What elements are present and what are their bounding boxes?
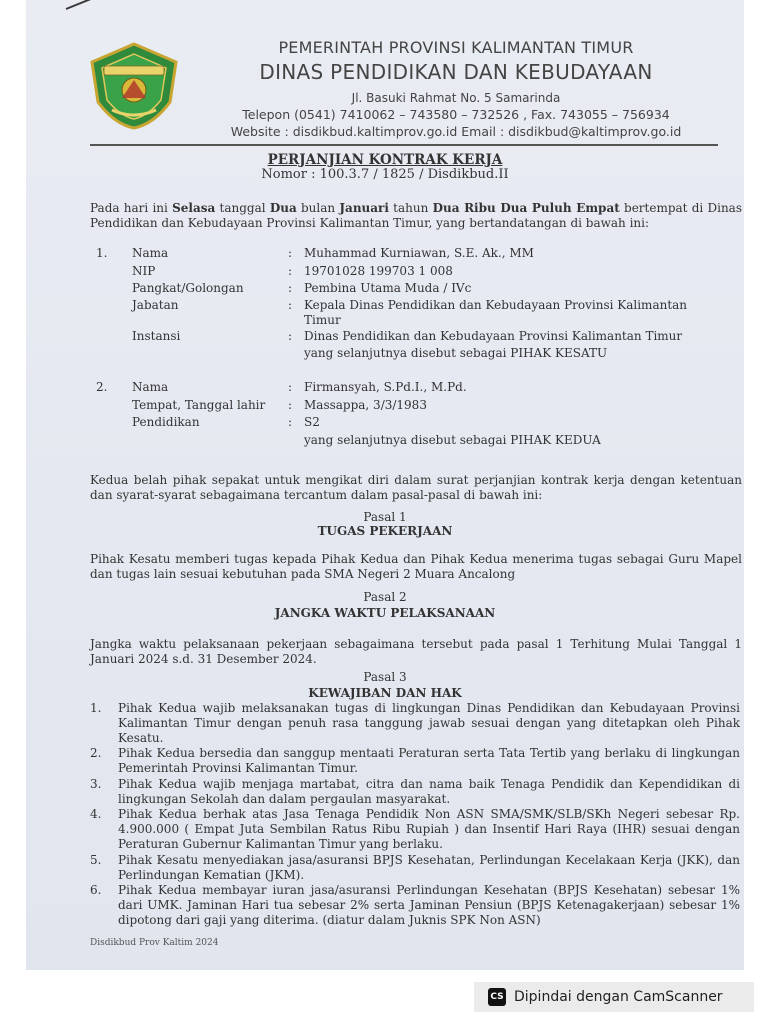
document-number: Nomor : 100.3.7 / 1825 / Disdikbud.II xyxy=(261,167,509,182)
paper-fold-mark xyxy=(66,0,104,10)
party1-nip-value: 19701028 199703 1 008 xyxy=(304,264,453,278)
camscanner-label: Dipindai dengan CamScanner xyxy=(514,989,723,1005)
colon: : xyxy=(288,246,293,260)
document-title: PERJANJIAN KONTRAK KERJA xyxy=(267,152,503,168)
party2-name-label: Nama xyxy=(132,380,169,394)
colon: : xyxy=(288,380,293,394)
pasal1-label: Pasal 1 xyxy=(363,510,407,524)
party1-name-value: Muhammad Kurniawan, S.E. Ak., MM xyxy=(304,246,534,260)
colon: : xyxy=(288,329,293,343)
colon: : xyxy=(288,281,293,295)
party2-education-label: Pendidikan xyxy=(132,415,200,429)
pasal2-text: Jangka waktu pelaksanaan pekerjaan sebagaimana tersebut pada pasal 1 Terhitung Mulai Tanggal 1 Januari 2024 s.d. 31 Desember 2024. xyxy=(90,637,742,666)
party1-number: 1. xyxy=(96,246,108,260)
pasal3-title: KEWAJIBAN DAN HAK xyxy=(308,686,462,700)
party2-number: 2. xyxy=(96,380,108,394)
party1-agency-value: Dinas Pendidikan dan Kebudayaan Provinsi Kalimantan Timur xyxy=(304,329,683,343)
pasal2-title: JANGKA WAKTU PELAKSANAAN xyxy=(274,606,496,620)
party1-nip-label: NIP xyxy=(132,264,156,278)
pasal1-text: Pihak Kesatu memberi tugas kepada Pihak Kedua dan Pihak Kedua menerima tugas sebagai Guru Mapel dan tugas lain sesuai kebutuhan pada SMA Negeri 2 Muara Ancalong xyxy=(90,552,742,581)
party1-rank-value: Pembina Utama Muda / IVc xyxy=(304,281,472,295)
party2-birth-label: Tempat, Tanggal lahir xyxy=(132,398,266,412)
pasal3-label: Pasal 3 xyxy=(363,670,407,684)
party1-closing: yang selanjutnya disebut sebagai PIHAK KESATU xyxy=(304,346,608,360)
party1-rank-label: Pangkat/Golongan xyxy=(132,281,244,295)
colon: : xyxy=(288,264,293,278)
letterhead-web: Website : disdikbud.kaltimprov.go.id Email : disdikbud@kaltimprov.go.id xyxy=(230,124,682,139)
party2-closing: yang selanjutnya disebut sebagai PIHAK KEDUA xyxy=(304,433,601,447)
letterhead-divider xyxy=(90,144,718,146)
letterhead-agency: DINAS PENDIDIKAN DAN KEBUDAYAAN xyxy=(259,60,653,84)
pasal2-label: Pasal 2 xyxy=(363,590,407,604)
party1-agency-label: Instansi xyxy=(132,329,181,343)
pasal1-title: TUGAS PEKERJAAN xyxy=(317,524,453,538)
party2-name-value: Firmansyah, S.Pd.I., M.Pd. xyxy=(304,380,467,394)
agreement-paragraph: Kedua belah pihak sepakat untuk mengikat diri dalam surat perjanjian kontrak kerja dengan ketentuan dan syarat-syarat sebagaimana tercantum dalam pasal-pasal di bawah ini: xyxy=(90,473,742,502)
colon: : xyxy=(288,398,293,412)
camscanner-icon: CS xyxy=(488,988,506,1006)
party2-education-value: S2 xyxy=(304,415,320,429)
camscanner-watermark xyxy=(474,982,754,1012)
document-footer: Disdikbud Prov Kaltim 2024 xyxy=(90,938,219,948)
party1-position-value: Kepala Dinas Pendidikan dan Kebudayaan Provinsi Kalimantan Timur xyxy=(304,298,688,327)
party1-name-label: Nama xyxy=(132,246,169,260)
letterhead-address: Jl. Basuki Rahmat No. 5 Samarinda xyxy=(351,91,561,105)
letterhead-province: PEMERINTAH PROVINSI KALIMANTAN TIMUR xyxy=(278,38,634,57)
party2-birth-value: Massappa, 3/3/1983 xyxy=(304,398,427,412)
document-page: PEMERINTAH PROVINSI KALIMANTAN TIMUR DINAS PENDIDIKAN DAN KEBUDAYAAN Jl. Basuki Rahmat No. 5 Samarinda Telepon (0541) 7410062 – 743580 – 732526 , Fax. 743055 – 756934 Website : disdikbud.kaltimprov.go.id Email : disdikbud@kaltimprov.go.id PERJANJIAN KONTRAK KERJA Nomor : 100.3.7 / 1825 / Disdikbud.II Pada hari ini Selasa tanggal Dua bulan Januari tahun Dua Ribu Dua Puluh Empat bertempat di Dinas Pendidikan dan Kebudayaan Provinsi Kalimantan Timur, yang bertandatangan di bawah ini: 1. Nama : Muhammad Kurniawan, S.E. Ak., MM NIP : 19701028 199703 1 008 Pangkat/Golongan : Pembina Utama Muda / IVc Jabatan : Kepala Dinas Pendidikan dan Kebudayaan Provinsi Kalimantan Timur Instansi : Dinas Pendidikan dan Kebudayaan Provinsi Kalimantan Timur yang selanjutnya disebut sebagai PIHAK KESATU 2. Nama : Firmansyah, S.Pd.I., M.Pd. Tempat, Tanggal lahir : Massappa, 3/3/1983 Pendidikan : S2 yang selanjutnya disebut sebagai PIHAK KEDUA Kedua belah pihak sepakat untuk mengikat diri dalam surat perjanjian kontrak kerja dengan ketentuan dan syarat-syarat sebagaimana tercantum dalam pasal-pasal di bawah ini: Pasal 1 TUGAS PEKERJAAN Pihak Kesatu memberi tugas kepada Pihak Kedua dan Pihak Kedua menerima tugas sebagai Guru Mapel dan tugas lain sesuai kebutuhan pada SMA Negeri 2 Muara Ancalong Pasal 2 JANGKA WAKTU PELAKSANAAN Jangka waktu pelaksanaan pekerjaan sebagaimana tersebut pada pasal 1 Terhitung Mulai Tanggal 1 Januari 2024 s.d. 31 Desember 2024. Pasal 3 KEWAJIBAN DAN HAK 1. Pihak Kedua wajib melaksanakan tugas di lingkungan Dinas Pendidikan dan Kebudayaan Provinsi Kalimantan Timur dengan penuh rasa tanggung jawab sesuai dengan yang ditetapkan oleh Pihak Kesatu. 2. Pihak Kedua bersedia dan sanggup mentaati Peraturan serta Tata Tertib yang berlaku di lingkungan Pemerintah Provinsi Kalimantan Timur. 3. Pihak Kedua wajib menjaga martabat, citra dan nama baik Tenaga Pendidik dan Kependidikan di lingkungan Sekolah dan dalam pergaulan masyarakat. 4. Pihak Kedua berhak atas Jasa Tenaga Pendidik Non ASN SMA/SMK/SLB/SKh Negeri sebesar Rp. 4.900.000 ( Empat Juta Sembilan Ratus Ribu Rupiah ) dan Insentif Hari Raya (IHR) sesuai dengan Peraturan Gubernur Kalimantan Timur yang berlaku. 5. Pihak Kesatu menyediakan jasa/asuransi BPJS Kesehatan, Perlindungan Kecelakaan Kerja (JKK), dan Perlindungan Kematian (JKM). 6. Pihak Kedua membayar iuran jasa/asuransi Perlindungan Kesehatan (BPJS Kesehatan) sebesar 1% dari UMK. Jaminan Hari tua sebesar 2% serta Jaminan Pensiun (BPJS Ketenagakerjaan) sebesar 1% dipotong dari gaji yang diterima. (diatur dalam Juknis SPK Non ASN) Disdikbud Prov Kaltim 2024 xyxy=(26,0,744,970)
opening-paragraph: Pada hari ini Selasa tanggal Dua bulan Januari tahun Dua Ribu Dua Puluh Empat bertempat di Dinas Pendidikan dan Kebudayaan Provinsi Kalimantan Timur, yang bertandatangan di bawah ini: xyxy=(90,201,742,230)
colon: : xyxy=(288,415,293,429)
colon: : xyxy=(288,298,293,312)
party1-position-label: Jabatan xyxy=(132,298,179,312)
letterhead-phone: Telepon (0541) 7410062 – 743580 – 732526 , Fax. 743055 – 756934 xyxy=(242,107,670,122)
province-crest-logo xyxy=(84,40,184,130)
